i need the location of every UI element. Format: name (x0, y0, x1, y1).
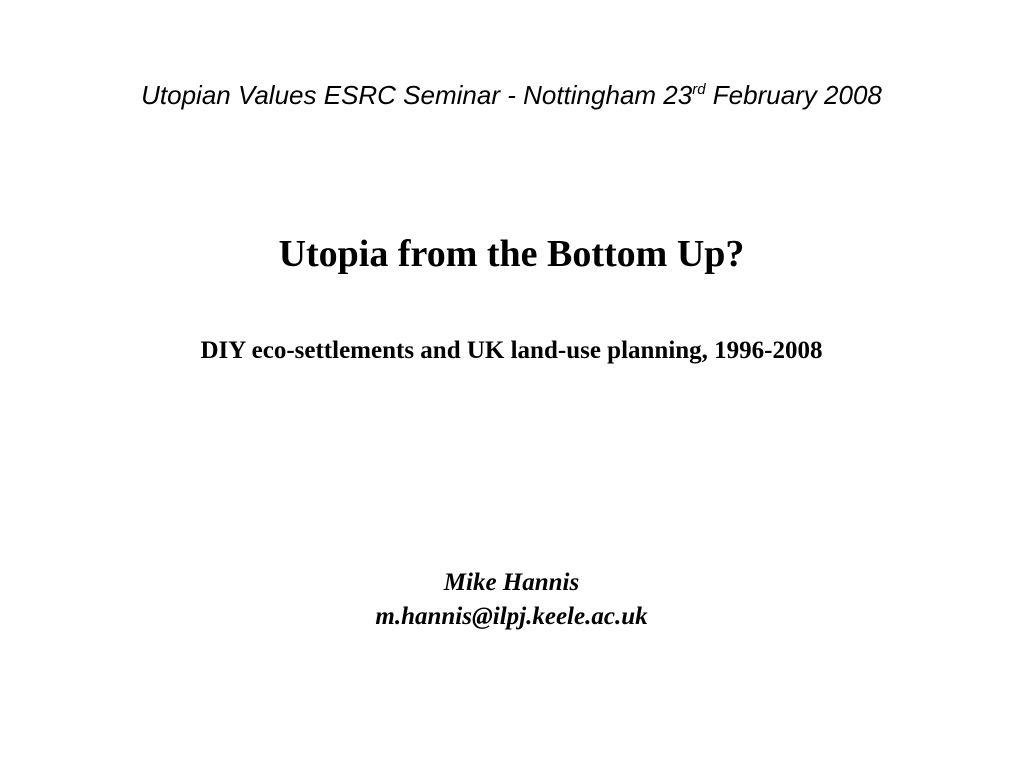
seminar-header-text: Utopian Values ESRC Seminar - Nottingham 23 (141, 80, 693, 110)
author-email: m.hannis@ilpj.keele.ac.uk (375, 603, 648, 630)
slide-title: Utopia from the Bottom Up? (278, 233, 745, 275)
date-ordinal-suffix: rd (692, 81, 706, 98)
seminar-header-date-rest: February 2008 (705, 80, 882, 110)
slide-subtitle: DIY eco-settlements and UK land-use planning, 1996-2008 (200, 337, 823, 364)
seminar-header (0, 78, 1023, 112)
author-name: Mike Hannis (443, 569, 580, 596)
author-block (0, 566, 1023, 634)
